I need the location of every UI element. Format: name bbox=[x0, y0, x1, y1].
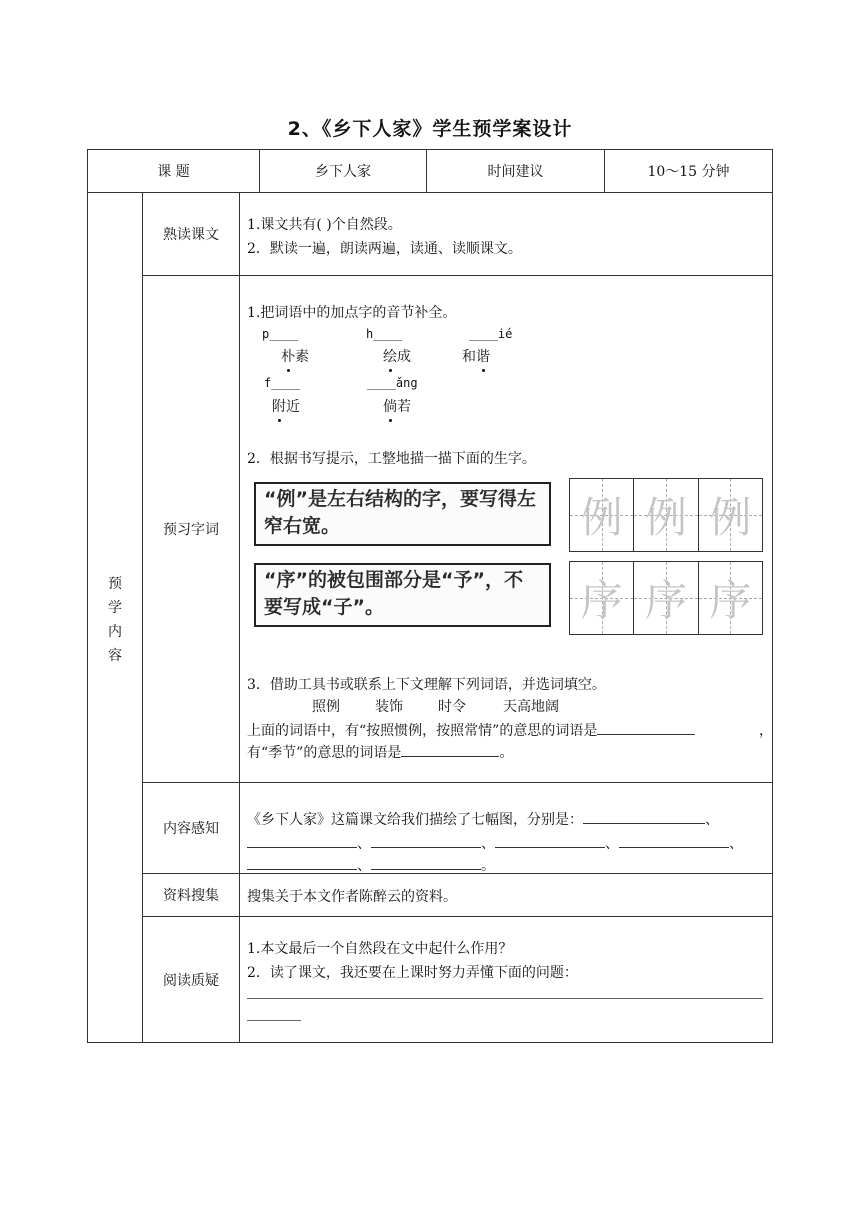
tracing-square[interactable] bbox=[570, 562, 634, 634]
side-label bbox=[105, 572, 125, 668]
section-label-material: 资料搜集 bbox=[163, 888, 219, 904]
side-label-char: 预 bbox=[108, 576, 122, 592]
tracing-square[interactable] bbox=[699, 562, 762, 634]
table-border-right bbox=[772, 149, 773, 1043]
fill-text: 有“季节”的意思的词语是 bbox=[247, 745, 402, 761]
tracing-grid-li bbox=[569, 478, 763, 552]
pinyin-blank-1[interactable]: p____ bbox=[262, 327, 299, 341]
dotted-char: 附 bbox=[272, 396, 286, 416]
table-border-bottom bbox=[87, 1042, 773, 1043]
pinyin-blank-3[interactable]: ____ié bbox=[469, 327, 513, 341]
answer-line[interactable] bbox=[247, 998, 763, 999]
fill-text: 上面的词语中，有“按照惯例，按照常情”的意思的词语是 bbox=[247, 723, 598, 739]
content-sep: 、 bbox=[729, 836, 743, 852]
word-tangruo bbox=[383, 396, 411, 416]
words-question-3: 3．借助工具书或联系上下文理解下列词语，并选词填空。 bbox=[247, 677, 606, 693]
word-char: 和 bbox=[462, 349, 476, 365]
section-label-content: 内容感知 bbox=[163, 821, 219, 837]
header-subject-label: 课 题 bbox=[157, 164, 190, 180]
dotted-char: 倘 bbox=[383, 396, 397, 416]
pinyin-blank-4[interactable]: f____ bbox=[264, 376, 301, 390]
tracing-square[interactable] bbox=[634, 479, 698, 551]
trace-char: 例 bbox=[644, 493, 687, 542]
answer-line-short[interactable] bbox=[247, 1020, 301, 1021]
words-question-2: 2．根据书写提示，工整地描一描下面的生字。 bbox=[247, 451, 536, 467]
content-blank[interactable] bbox=[371, 857, 481, 870]
side-label-char: 学 bbox=[108, 600, 122, 616]
content-blank[interactable] bbox=[495, 835, 605, 848]
word-huicheng bbox=[383, 346, 411, 366]
pinyin-blank-5[interactable]: ____ǎng bbox=[367, 376, 418, 390]
hint-box-li: “例”是左右结构的字，要写得左窄右宽。 bbox=[254, 482, 551, 546]
trace-char: 例 bbox=[580, 493, 623, 542]
content-sep: 、 bbox=[605, 836, 619, 852]
word-char: 近 bbox=[286, 399, 300, 415]
fill-text: 。 bbox=[499, 745, 514, 761]
content-end: 。 bbox=[481, 858, 495, 874]
read-line-2: 2．默读一遍，朗读两遍，读通、读顺课文。 bbox=[247, 241, 522, 257]
word-char: 若 bbox=[397, 399, 411, 415]
word-option-2: 装饰 bbox=[375, 699, 403, 715]
tracing-square[interactable] bbox=[570, 479, 634, 551]
read-line-1: 1.课文共有( )个自然段。 bbox=[247, 217, 402, 233]
fill-sentence-2 bbox=[247, 742, 513, 762]
dotted-char: 绘 bbox=[383, 346, 397, 366]
table-border-left bbox=[87, 149, 88, 1043]
trace-char: 序 bbox=[709, 576, 752, 625]
side-label-char: 容 bbox=[108, 648, 122, 664]
word-fujin bbox=[272, 396, 300, 416]
dotted-char: 朴 bbox=[281, 346, 295, 366]
section-label-words: 预习字词 bbox=[163, 522, 219, 538]
content-blank[interactable] bbox=[247, 835, 357, 848]
words-question-1: 1.把词语中的加点字的音节补全。 bbox=[247, 305, 457, 321]
content-blank[interactable] bbox=[583, 811, 705, 824]
section-label-read: 熟读课文 bbox=[163, 227, 219, 243]
word-pusu bbox=[281, 346, 309, 366]
pinyin-blank-2[interactable]: h____ bbox=[366, 327, 403, 341]
content-line-3 bbox=[247, 855, 495, 875]
tracing-square[interactable] bbox=[699, 479, 762, 551]
header-time-label: 时间建议 bbox=[487, 164, 544, 180]
trace-char: 序 bbox=[580, 576, 623, 625]
tracing-grid-xu bbox=[569, 561, 763, 635]
side-label-char: 内 bbox=[108, 624, 122, 640]
word-hexie bbox=[462, 346, 490, 366]
content-blank[interactable] bbox=[247, 857, 357, 870]
word-char: 素 bbox=[295, 349, 309, 365]
fill-blank[interactable] bbox=[597, 722, 695, 735]
content-sep: 、 bbox=[357, 836, 371, 852]
section-label-question: 阅读质疑 bbox=[163, 972, 219, 989]
word-option-4: 天高地阔 bbox=[503, 699, 559, 715]
content-line-1 bbox=[247, 809, 719, 829]
fill-sentence-1-end: ， bbox=[759, 723, 773, 739]
content-blank[interactable] bbox=[371, 835, 481, 848]
header-subject-value: 乡下人家 bbox=[315, 164, 371, 180]
dotted-char: 谐 bbox=[476, 346, 490, 366]
content-blank[interactable] bbox=[619, 835, 729, 848]
question-line-2: 2．读了课文，我还要在上课时努力弄懂下面的问题： bbox=[247, 965, 578, 981]
fill-sentence-1 bbox=[247, 720, 695, 740]
fill-blank[interactable] bbox=[401, 744, 499, 757]
content-sep: 、 bbox=[705, 812, 719, 828]
page-title: 2、《乡下人家》学生预学案设计 bbox=[287, 118, 573, 140]
trace-char: 例 bbox=[709, 493, 752, 542]
question-line-1: 1.本文最后一个自然段在文中起什么作用？ bbox=[247, 941, 513, 957]
content-text: 《乡下人家》这篇课文给我们描绘了七幅图，分别是： bbox=[247, 812, 583, 828]
content-sep: 、 bbox=[357, 858, 371, 874]
tracing-square[interactable] bbox=[634, 562, 698, 634]
content-sep: 、 bbox=[481, 836, 495, 852]
word-char: 成 bbox=[397, 349, 411, 365]
hint-box-xu: “序”的被包围部分是“予”，不要写成“子”。 bbox=[254, 563, 551, 627]
content-line-2 bbox=[247, 833, 743, 853]
word-option-3: 时令 bbox=[438, 699, 466, 715]
word-option-1: 照例 bbox=[312, 699, 340, 715]
table-col-divider bbox=[239, 192, 240, 1043]
header-time-value: 10～15 分钟 bbox=[647, 164, 730, 180]
material-line-1: 搜集关于本文作者陈醉云的资料。 bbox=[247, 889, 457, 905]
trace-char: 序 bbox=[644, 576, 687, 625]
